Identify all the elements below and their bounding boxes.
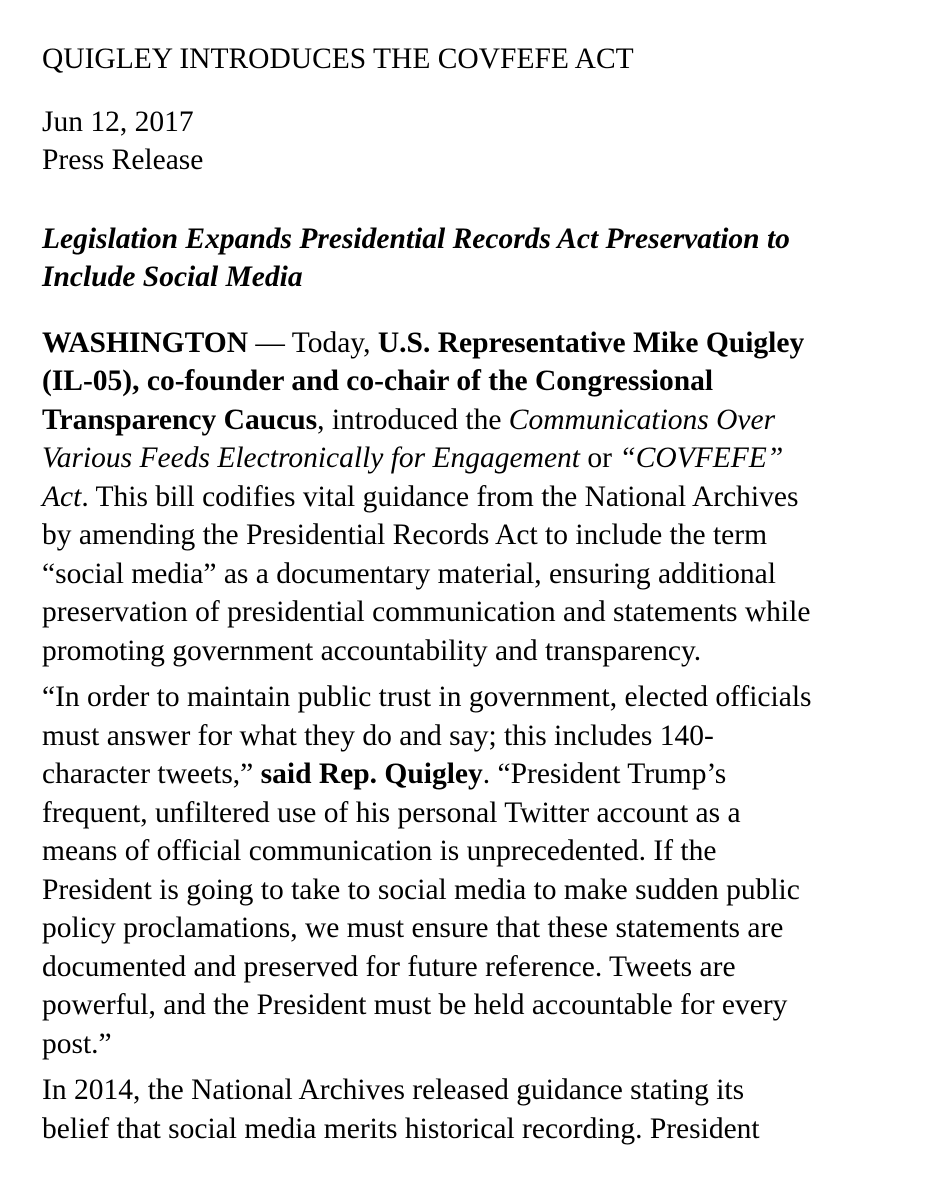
dateline: WASHINGTON xyxy=(42,326,249,359)
document-meta xyxy=(42,103,922,180)
document-title: QUIGLEY INTRODUCES THE COVFEFE ACT xyxy=(42,43,634,75)
press-release-document xyxy=(42,40,922,1148)
release-date: Jun 12, 2017 xyxy=(42,105,194,138)
paragraph-quote: “In order to maintain public trust in government, elected officials must answer for what they do and say; this includes 140- character tweets,” said Rep. Quigley. “President Trump’s frequent, unfiltered use of his personal Twitter account as a means of official communication is unprecedented. If the President is going to take to social media to make sudden public policy proclamations, we must ensure that these statements are documented and preserved for future reference. Tweets are powerful, and the President must be held accountable for every post.” xyxy=(42,681,812,1060)
subheading: Legislation Expands Presidential Records Act Preservation to Include Social Media xyxy=(42,222,790,293)
release-type: Press Release xyxy=(42,144,204,176)
paragraph-background: In 2014, the National Archives released guidance stating its belief that social media merits historical recording. President xyxy=(42,1074,760,1145)
paragraph-intro: WASHINGTON — Today, U.S. Representative Mike Quigley (IL-05), co-founder and co-chair of the Congressional Transparency Caucus, introduced the Communications Over Various Feeds Electronically for Engagement or “COVFEFE” Act. This bill codifies vital guidance from the National Archives by amending the Presidential Records Act to include the term “social media” as a documentary material, ensuring additional preservation of presidential communication and statements while promoting government accountability and transparency. xyxy=(42,326,811,667)
